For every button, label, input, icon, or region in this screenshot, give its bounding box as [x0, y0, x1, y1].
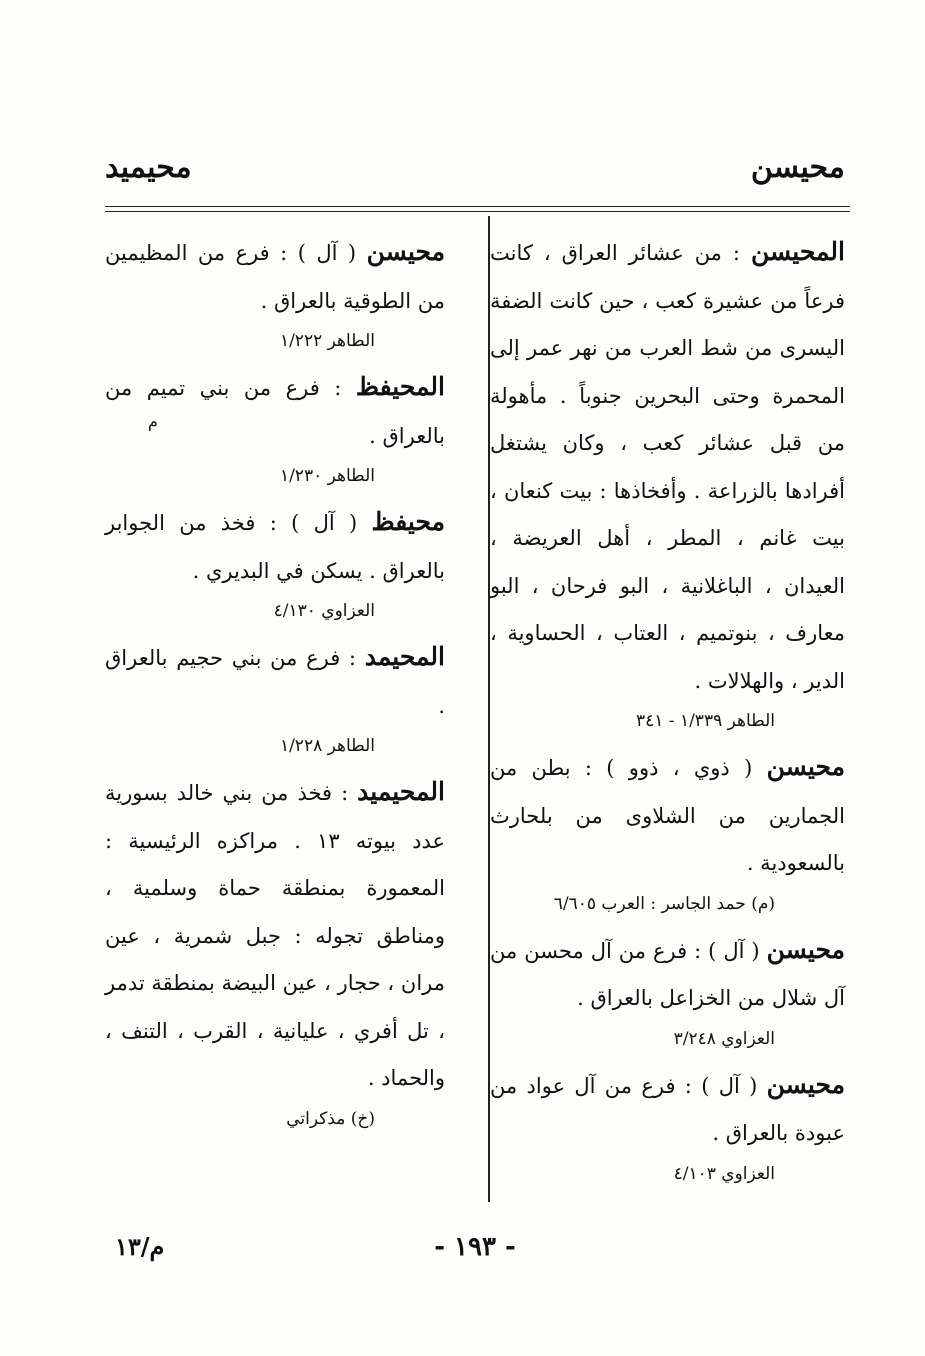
margin-mark: م — [148, 412, 158, 431]
entry-term: محيسن — [366, 237, 445, 266]
entry-term: المحيفظ — [355, 372, 445, 401]
entry-text: ( آل ) : فخذ من الجوابر بالعراق . يسكن في البديري . — [105, 511, 445, 583]
entry-source: الطاهر ١/٢٢٢ — [279, 331, 375, 351]
entry — [490, 228, 845, 737]
entry — [490, 1061, 845, 1190]
entry-source: الطاهر ١/٢٢٨ — [279, 736, 375, 756]
entry-source: الطاهر ١/٢٣٠ — [279, 466, 375, 486]
entry-source: (م) حمد الجاسر : العرب ٦/٦٠٥ — [553, 893, 775, 914]
entry-term: محيفظ — [371, 507, 445, 536]
running-head-right: محيسن — [750, 150, 845, 185]
page-footer — [105, 1232, 845, 1272]
page-number: - ١٩٣ - — [434, 1232, 516, 1262]
entry-source: العزاوي ٤/١٠٣ — [673, 1163, 775, 1184]
entry-text: : فخذ من بني خالد بسورية عدد بيوته ١٣ . مراكزه الرئيسية : المعمورة بمنطقة حماة وسلمية ، ومناطق تجوله : جبل شمرية ، عين مران ، حجار ، عين البيضة بمنطقة تدمر ، تل أفري ، عليانية ، القرب ، التنف ، والحماد . — [105, 781, 445, 1090]
entry-text: ( آل ) : فرع من آل محسن من آل شلال من الخزاعل بالعراق . — [490, 938, 845, 1010]
entry-term: المحيسن — [750, 237, 845, 266]
entry-source: العزاوي ٣/٢٤٨ — [673, 1028, 775, 1049]
entry-term: محيسن — [766, 752, 845, 781]
entry-term: المحيميد — [357, 777, 445, 806]
entry-source: الطاهر ١/٣٣٩ - ٣٤١ — [635, 711, 775, 731]
entry-source: (خ) مذكراتي — [286, 1108, 375, 1129]
entry-text: : من عشائر العراق ، كانت فرعاً من عشيرة كعب ، حين كانت الضفة اليسرى من شط العرب من نهر عمر إلى المحمرة وحتى البحرين جنوباً . مأهولة من قبل عشائر كعب ، وكان يشتغل أفرادها بالزراعة . وأفخاذها : بيت كنعان ، بيت غانم ، المطر ، أهل العريضة ، العيدان ، الباغلانية ، البو فرحان ، البو معارف ، بنوتميم ، العتاب ، الحساوية ، الدير ، والهلالات . — [490, 241, 845, 693]
page-header — [105, 150, 845, 190]
entry — [105, 768, 445, 1135]
entry — [490, 743, 845, 920]
entry-term: محيسن — [766, 934, 845, 964]
header-rule-bottom — [105, 211, 850, 212]
entry-source: العزاوي ٤/١٣٠ — [273, 601, 375, 621]
entry-term: محيسن — [766, 1069, 845, 1099]
entry — [105, 228, 445, 357]
entry — [105, 498, 445, 627]
entry-text: : فرع من بني تميم من بالعراق . — [105, 376, 445, 448]
right-column — [490, 228, 845, 1201]
entry-text: ( آل ) : فرع من المظيمين من الطوقية بالعراق . — [105, 241, 445, 313]
running-head-left: محيميد — [105, 150, 192, 185]
entry — [105, 633, 445, 762]
entry-text: ( آل ) : فرع من آل عواد من عبودة بالعراق . — [490, 1073, 845, 1145]
signature-mark: م/١٣ — [115, 1232, 165, 1261]
left-column — [105, 228, 445, 1201]
entry — [490, 926, 845, 1055]
entry-term: المحيمد — [364, 642, 445, 671]
entry-text: : فرع من بني حجيم بالعراق . — [105, 646, 445, 718]
entry-text: ( ذوي ، ذوو ) : بطن من الجمارين من الشلاوى من بلحارث بالسعودية . — [490, 756, 845, 875]
header-rule-top — [105, 206, 850, 207]
